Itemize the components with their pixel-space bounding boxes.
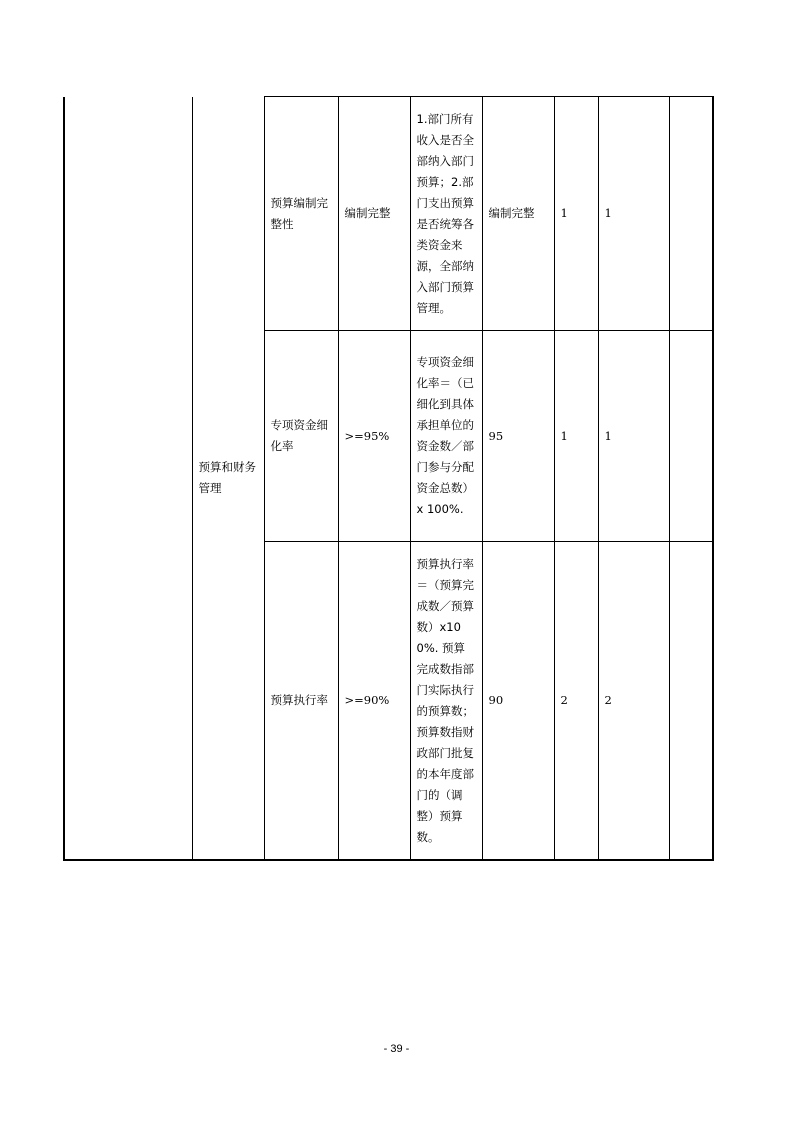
target-cell: >=90% [338,542,410,861]
actual-cell: 编制完整 [482,97,554,331]
weight-cell: 1 [554,331,598,542]
category-cell: 预算和财务管理 [192,97,264,861]
actual-cell: 95 [482,331,554,542]
score-cell: 1 [598,331,669,542]
note-cell [669,542,713,861]
indicator-cell: 预算编制完整性 [264,97,338,331]
blank-first-level-cell [64,97,192,861]
target-cell: >=95% [338,331,410,542]
page-number: - 39 - [383,1043,410,1055]
description-cell: 1.部门所有收入是否全部纳入部门预算；2.部门支出预算是否统筹各类资金来源，全部纳入部门预算管理。 [410,97,482,331]
table-row [64,97,713,331]
weight-cell: 1 [554,97,598,331]
score-cell: 2 [598,542,669,861]
note-cell [669,331,713,542]
score-cell: 1 [598,97,669,331]
indicator-cell: 预算执行率 [264,542,338,861]
description-cell: 预算执行率＝（预算完成数／预算数）x100%. 预算完成数指部门实际执行的预算数；预算数指财政部门批复的本年度部门的（调整）预算 数。 [410,542,482,861]
target-cell: 编制完整 [338,97,410,331]
description-cell: 专项资金细化率＝（已细化到具体承担单位的资金数／部门参与分配资金总数）x 100%. [410,331,482,542]
actual-cell: 90 [482,542,554,861]
weight-cell: 2 [554,542,598,861]
performance-indicator-table [63,96,714,861]
indicator-cell: 专项资金细化率 [264,331,338,542]
note-cell [669,97,713,331]
